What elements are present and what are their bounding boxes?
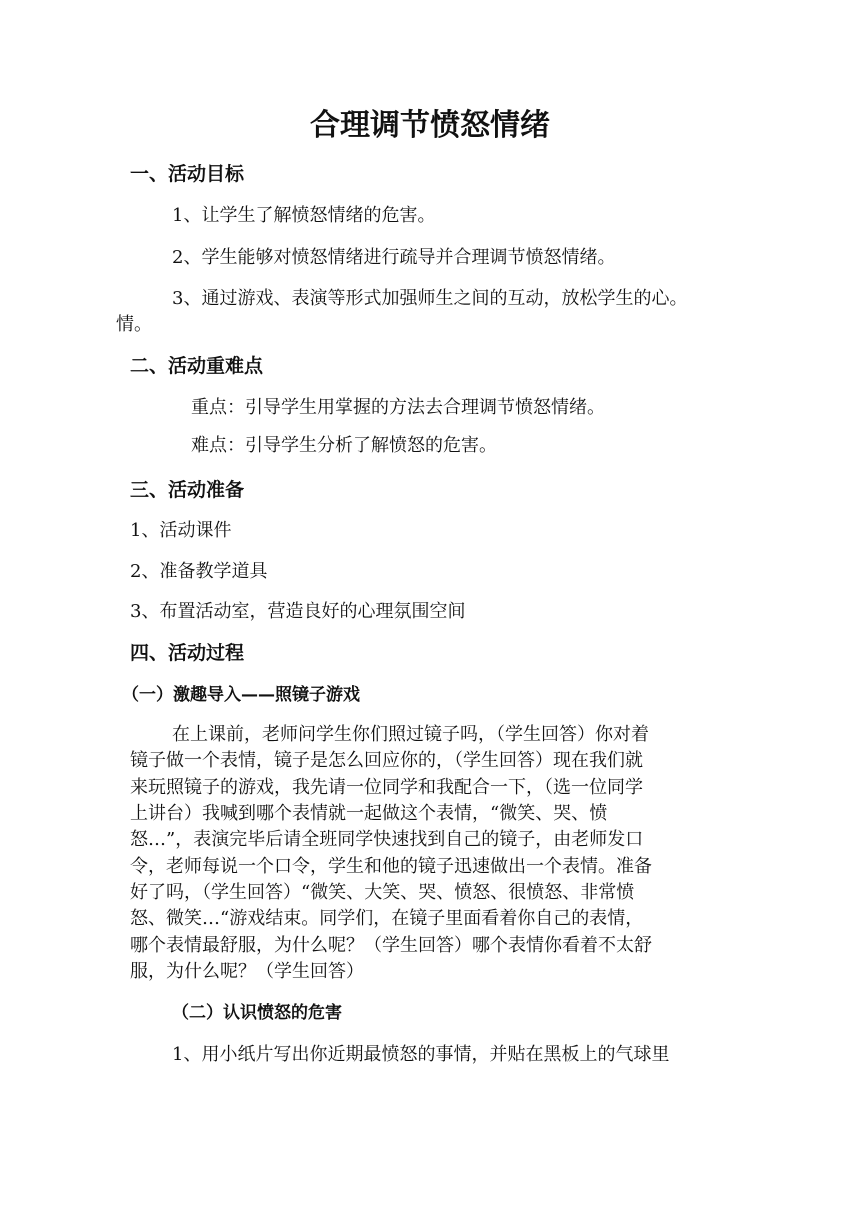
paragraph-line: 哪个表情最舒服，为什么呢？（学生回答）哪个表情你看着不太舒 xyxy=(130,935,652,956)
paragraph-line: 服，为什么呢？（学生回答） xyxy=(130,961,364,982)
paragraph-line: 怒、微笑…“游戏结束。同学们，在镜子里面看着你自己的表情， xyxy=(130,908,644,929)
objective-item: 2、学生能够对愤怒情绪进行疏导并合理调节愤怒情绪。 xyxy=(172,247,616,268)
objective-item: 1、让学生了解愤怒情绪的危害。 xyxy=(172,205,436,226)
paragraph-line: 1、用小纸片写出你近期最愤怒的事情，并贴在黑板上的气球里 xyxy=(172,1044,670,1065)
paragraph-line: 好了吗，（学生回答）“微笑、大笑、哭、愤怒、很愤怒、非常愤 xyxy=(130,882,635,903)
document-title: 合理调节愤怒情绪 xyxy=(310,108,550,143)
preparation-item: 3、布置活动室，营造良好的心理氛围空间 xyxy=(130,601,466,622)
subsection-heading-harm: （二）认识愤怒的危害 xyxy=(172,1003,342,1023)
preparation-item: 1、活动课件 xyxy=(130,520,232,541)
section-heading-process: 四、活动过程 xyxy=(130,642,245,664)
preparation-item: 2、准备教学道具 xyxy=(130,561,268,582)
paragraph-line: 上讲台）我喊到哪个表情就一起做这个表情，“微笑、哭、愤 xyxy=(130,803,608,824)
paragraph-line: 在上课前，老师问学生你们照过镜子吗，（学生回答）你对着 xyxy=(172,724,649,745)
difficult-point-item: 难点：引导学生分析了解愤怒的危害。 xyxy=(191,435,497,456)
objective-item: 3、通过游戏、表演等形式加强师生之间的互动，放松学生的心。 xyxy=(172,288,688,309)
section-heading-preparation: 三、活动准备 xyxy=(130,479,245,501)
paragraph-line: 令，老师每说一个口令，学生和他的镜子迅速做出一个表情。准备 xyxy=(130,856,652,877)
objective-item-continuation: 情。 xyxy=(116,314,152,335)
paragraph-line: 镜子做一个表情，镜子是怎么回应你的，（学生回答）现在我们就 xyxy=(130,750,643,771)
section-heading-key-points: 二、活动重难点 xyxy=(130,355,264,377)
section-heading-objectives: 一、活动目标 xyxy=(130,163,245,185)
key-point-item: 重点：引导学生用掌握的方法去合理调节愤怒情绪。 xyxy=(191,397,605,418)
paragraph-line: 来玩照镜子的游戏，我先请一位同学和我配合一下，（选一位同学 xyxy=(130,777,643,798)
paragraph-line: 怒…”，表演完毕后请全班同学快速找到自己的镜子，由老师发口 xyxy=(130,829,644,850)
subsection-heading-warmup: （一）激趣导入——照镜子游戏 xyxy=(122,685,360,705)
